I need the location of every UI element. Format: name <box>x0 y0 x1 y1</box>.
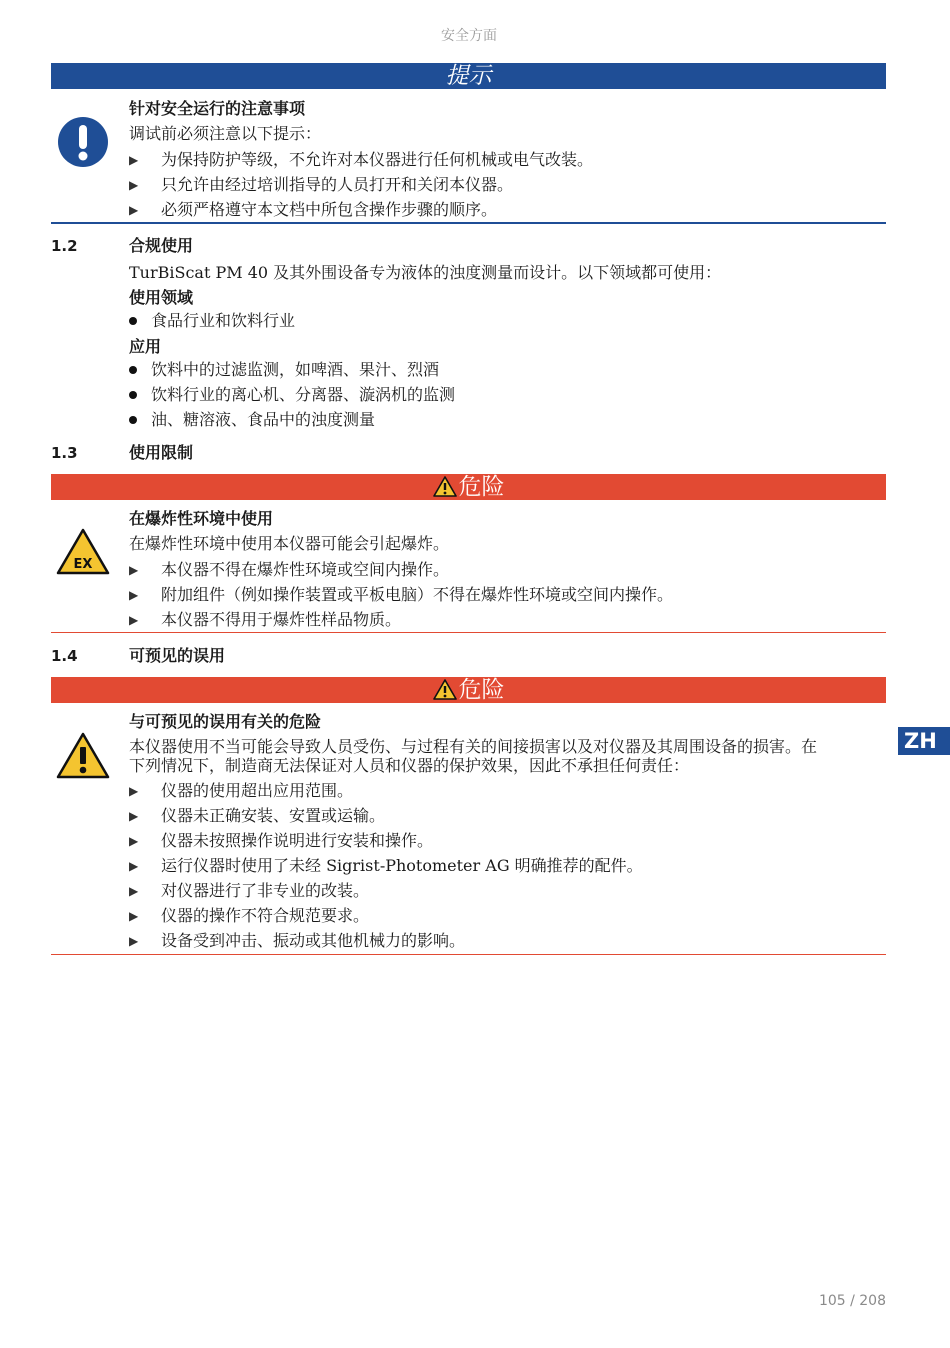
danger-heading: 在爆炸性环境中使用 <box>129 509 274 528</box>
danger-banner <box>51 677 886 703</box>
app-item: 饮料行业的离心机、分离器、漩涡机的监测 <box>151 385 456 404</box>
section-title: 合规使用 <box>129 236 194 255</box>
section-number: 1.2 <box>51 237 78 255</box>
section-intro: TurBiScat PM 40 及其外围设备专为液体的浊度测量而设计。以下领域都可使用： <box>129 263 722 282</box>
warning-triangle-icon <box>433 475 457 497</box>
arrow-bullet-icon: ▶ <box>129 884 139 898</box>
field-item: 食品行业和饮料行业 <box>151 311 296 330</box>
notice-heading: 针对安全运行的注意事项 <box>129 99 306 118</box>
warning-hazard-icon <box>56 731 110 779</box>
arrow-bullet-icon: ▶ <box>129 834 139 848</box>
notice-divider <box>51 222 886 224</box>
bullet-dot-icon <box>129 416 137 424</box>
page-header: 安全方面 <box>441 28 497 44</box>
danger-item: 本仪器不得在爆炸性环境或空间内操作。 <box>161 560 450 579</box>
page-number: 105 / 208 <box>818 1293 886 1309</box>
notice-intro: 调试前必须注意以下提示： <box>129 124 322 143</box>
danger-item: 运行仪器时使用了未经 Sigrist-Photometer AG 明确推荐的配件。 <box>161 856 643 875</box>
arrow-bullet-icon: ▶ <box>129 203 139 217</box>
bullet-dot-icon <box>129 391 137 399</box>
danger-banner-label: 危险 <box>458 474 505 500</box>
exclamation-icon <box>57 116 109 168</box>
danger-divider <box>51 954 886 955</box>
danger-intro: 在爆炸性环境中使用本仪器可能会引起爆炸。 <box>129 534 450 553</box>
warning-triangle-icon <box>433 678 457 700</box>
danger-banner-label: 危险 <box>458 677 505 703</box>
arrow-bullet-icon: ▶ <box>129 178 139 192</box>
app-item: 饮料中的过滤监测，如啤酒、果汁、烈酒 <box>151 360 440 379</box>
arrow-bullet-icon: ▶ <box>129 613 139 627</box>
danger-item: 设备受到冲击、振动或其他机械力的影响。 <box>161 931 466 950</box>
ex-label: EX <box>73 557 93 572</box>
language-tab: ZH <box>898 727 950 755</box>
danger-item: 本仪器不得用于爆炸性样品物质。 <box>161 610 402 629</box>
notice-banner-label: 提示 <box>445 63 492 89</box>
section-title: 使用限制 <box>129 443 194 462</box>
danger-item: 附加组件（例如操作装置或平板电脑）不得在爆炸性环境或空间内操作。 <box>161 585 674 604</box>
section-number: 1.4 <box>51 647 78 665</box>
danger-divider <box>51 632 886 633</box>
danger-item: 仪器的操作不符合规范要求。 <box>161 906 370 925</box>
notice-banner <box>51 63 886 89</box>
danger-item: 仪器的使用超出应用范围。 <box>161 781 354 800</box>
notice-item: 为保持防护等级，不允许对本仪器进行任何机械或电气改装。 <box>161 150 594 169</box>
danger-heading: 与可预见的误用有关的危险 <box>129 712 322 731</box>
arrow-bullet-icon: ▶ <box>129 153 139 167</box>
fields-heading: 使用领域 <box>129 288 194 307</box>
arrow-bullet-icon: ▶ <box>129 809 139 823</box>
bullet-dot-icon <box>129 317 137 325</box>
arrow-bullet-icon: ▶ <box>129 909 139 923</box>
danger-item: 仪器未按照操作说明进行安装和操作。 <box>161 831 434 850</box>
explosion-hazard-icon <box>56 527 110 575</box>
arrow-bullet-icon: ▶ <box>129 784 139 798</box>
danger-item: 仪器未正确安装、安置或运输。 <box>161 806 386 825</box>
apps-heading: 应用 <box>129 337 162 356</box>
arrow-bullet-icon: ▶ <box>129 588 139 602</box>
app-item: 油、糖溶液、食品中的浊度测量 <box>151 410 376 429</box>
bullet-dot-icon <box>129 366 137 374</box>
section-title: 可预见的误用 <box>129 646 226 665</box>
arrow-bullet-icon: ▶ <box>129 934 139 948</box>
danger-intro-line: 下列情况下，制造商无法保证对人员和仪器的保护效果，因此不承担任何责任： <box>129 756 690 775</box>
danger-intro-line: 本仪器使用不当可能会导致人员受伤、与过程有关的间接损害以及对仪器及其周围设备的损害。在 <box>129 737 818 756</box>
notice-item: 必须严格遵守本文档中所包含操作步骤的顺序。 <box>161 200 498 219</box>
section-number: 1.3 <box>51 444 78 462</box>
arrow-bullet-icon: ▶ <box>129 563 139 577</box>
danger-item: 对仪器进行了非专业的改装。 <box>161 881 370 900</box>
notice-item: 只允许由经过培训指导的人员打开和关闭本仪器。 <box>161 175 514 194</box>
danger-banner <box>51 474 886 500</box>
arrow-bullet-icon: ▶ <box>129 859 139 873</box>
